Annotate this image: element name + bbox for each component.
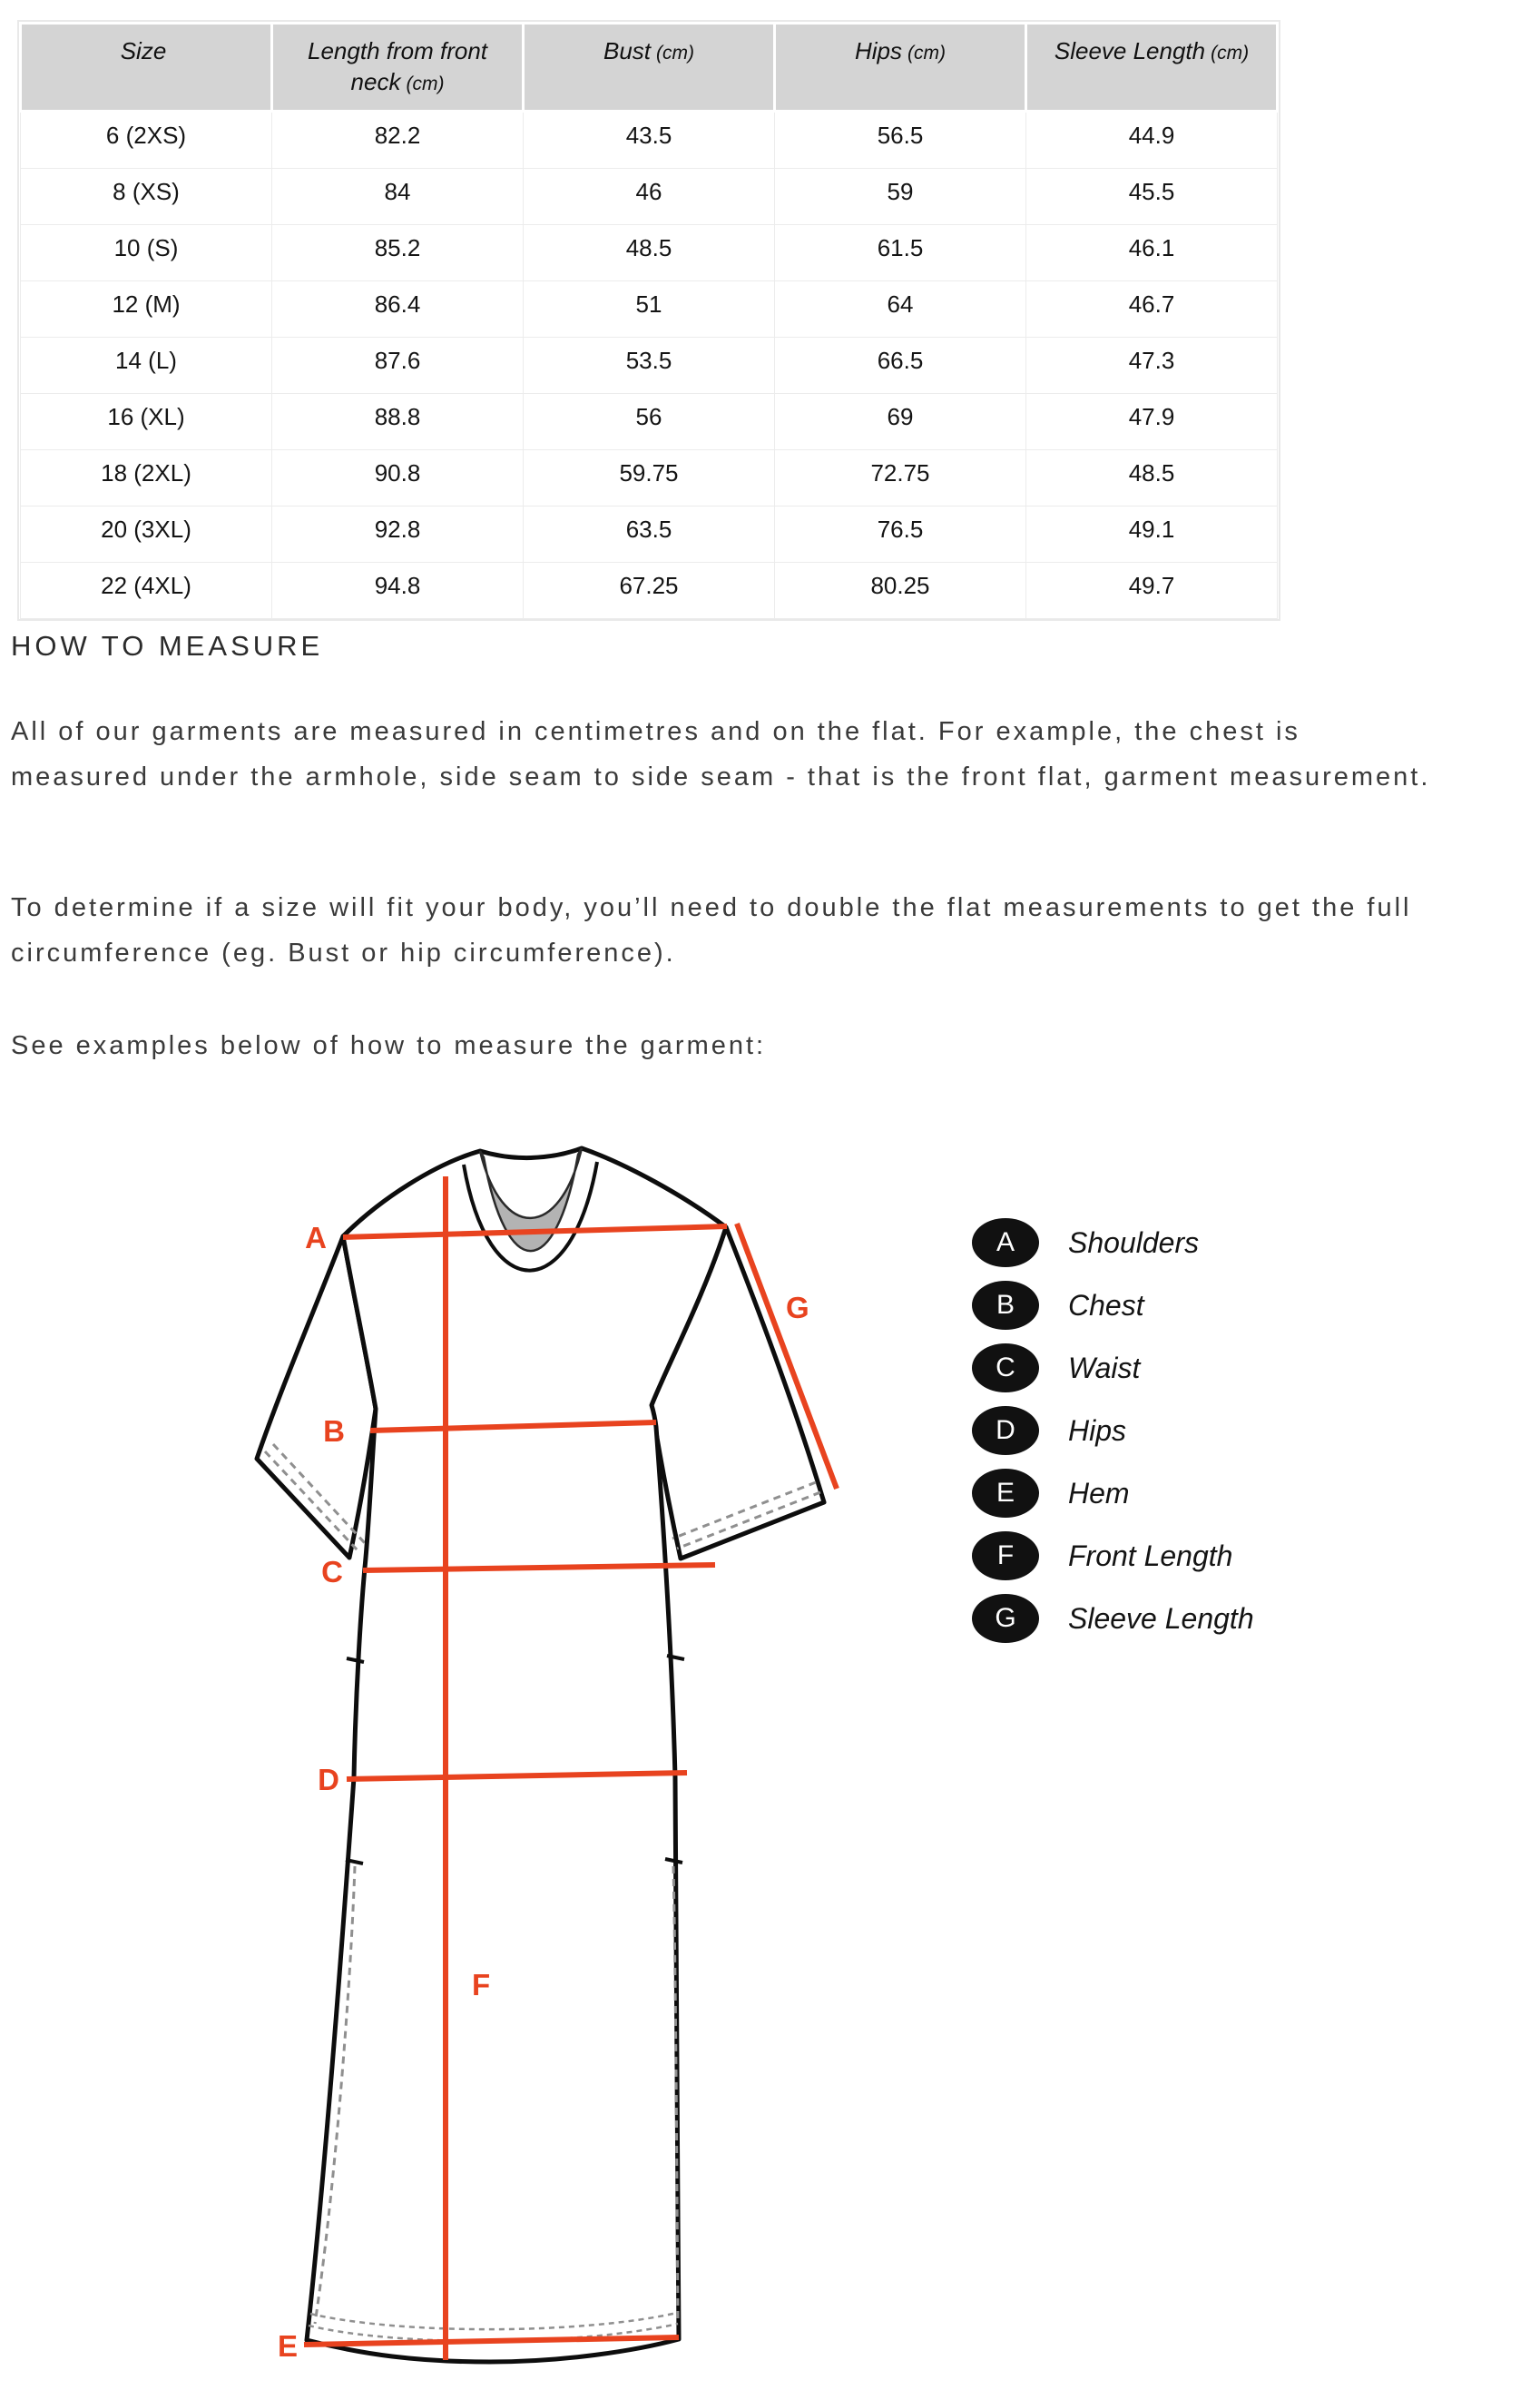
column-header-bust [524, 24, 775, 112]
hips-cell: 61.5 [775, 225, 1026, 281]
legend-item [972, 1281, 1254, 1330]
sleeve-cell: 48.5 [1026, 450, 1278, 507]
length-cell: 86.4 [272, 281, 524, 338]
table-row [21, 563, 1278, 619]
measure-label-B: B [323, 1414, 345, 1448]
size-cell: 14 (L) [21, 338, 272, 394]
column-label: Hips [855, 37, 903, 64]
length-cell: 85.2 [272, 225, 524, 281]
sleeve-cell: 49.7 [1026, 563, 1278, 619]
length-cell: 84 [272, 169, 524, 225]
measure-label-F: F [472, 1968, 491, 2002]
sleeve-cell: 47.3 [1026, 338, 1278, 394]
size-cell: 10 (S) [21, 225, 272, 281]
legend-item-label: Shoulders [1068, 1225, 1200, 1259]
hips-cell: 56.5 [775, 112, 1026, 169]
hips-cell: 66.5 [775, 338, 1026, 394]
hips-cell: 64 [775, 281, 1026, 338]
bust-cell: 56 [524, 394, 775, 450]
column-header-size [21, 24, 272, 112]
column-label: Size [120, 37, 167, 64]
legend-marker: G [972, 1594, 1039, 1643]
column-unit: (cm) [1211, 43, 1250, 64]
column-unit: (cm) [656, 43, 694, 64]
column-header-length [272, 24, 524, 112]
length-cell: 90.8 [272, 450, 524, 507]
sleeve-cell: 46.1 [1026, 225, 1278, 281]
measure-paragraph-3: See examples below of how to measure the garment: [11, 1031, 767, 1060]
legend-marker: C [972, 1343, 1039, 1392]
legend-marker: E [972, 1469, 1039, 1518]
legend-item [972, 1594, 1254, 1643]
sleeve-cell: 44.9 [1026, 112, 1278, 169]
measurement-legend [972, 1218, 1254, 1657]
column-header-sleeve [1026, 24, 1278, 112]
size-cell: 18 (2XL) [21, 450, 272, 507]
sleeve-cell: 47.9 [1026, 394, 1278, 450]
sleeve-cell: 49.1 [1026, 507, 1278, 563]
legend-marker: B [972, 1281, 1039, 1330]
column-label: Sleeve Length [1054, 37, 1206, 64]
legend-marker: D [972, 1406, 1039, 1455]
hips-cell: 72.75 [775, 450, 1026, 507]
hips-cell: 80.25 [775, 563, 1026, 619]
table-row [21, 450, 1278, 507]
legend-item [972, 1531, 1254, 1580]
measure-label-A: A [305, 1221, 327, 1254]
column-label: Length from front neck [308, 37, 487, 95]
legend-item-label: Waist [1068, 1351, 1141, 1384]
sleeve-cell: 45.5 [1026, 169, 1278, 225]
hips-cell: 59 [775, 169, 1026, 225]
length-cell: 94.8 [272, 563, 524, 619]
table-row [21, 112, 1278, 169]
bust-cell: 48.5 [524, 225, 775, 281]
legend-item-label: Hem [1068, 1476, 1130, 1510]
table-row [21, 281, 1278, 338]
bust-cell: 59.75 [524, 450, 775, 507]
legend-item-label: Chest [1068, 1288, 1144, 1322]
header-row [21, 24, 1278, 112]
table-row [21, 394, 1278, 450]
length-cell: 82.2 [272, 112, 524, 169]
size-cell: 22 (4XL) [21, 563, 272, 619]
size-cell: 6 (2XS) [21, 112, 272, 169]
legend-item-label: Front Length [1068, 1539, 1233, 1572]
size-cell: 8 (XS) [21, 169, 272, 225]
hips-cell: 76.5 [775, 507, 1026, 563]
table-row [21, 169, 1278, 225]
garment-measurement-diagram [0, 1126, 907, 2390]
garment-body-outline [307, 1148, 726, 2362]
measure-paragraph-1: All of our garments are measured in centimetres and on the flat. For example, the chest is measured under the armhole, side seam to side seam - that is the front flat, garment measurement. [11, 717, 1431, 792]
size-cell: 16 (XL) [21, 394, 272, 450]
legend-item [972, 1218, 1254, 1267]
measure-label-E: E [277, 2329, 298, 2363]
legend-item-label: Sleeve Length [1068, 1601, 1254, 1635]
bust-cell: 67.25 [524, 563, 775, 619]
size-chart-table [19, 22, 1279, 619]
column-label: Bust [603, 37, 652, 64]
measure-label-D: D [318, 1763, 339, 1796]
column-unit: (cm) [406, 74, 445, 94]
size-cell: 12 (M) [21, 281, 272, 338]
table-row [21, 507, 1278, 563]
legend-item-label: Hips [1068, 1413, 1127, 1447]
size-cell: 20 (3XL) [21, 507, 272, 563]
bust-cell: 43.5 [524, 112, 775, 169]
measure-label-C: C [321, 1555, 343, 1588]
column-header-hips [775, 24, 1026, 112]
legend-marker: F [972, 1531, 1039, 1580]
length-cell: 87.6 [272, 338, 524, 394]
how-to-measure-heading: HOW TO MEASURE [11, 629, 324, 662]
size-chart [17, 20, 1280, 621]
table-row [21, 225, 1278, 281]
legend-item [972, 1343, 1254, 1392]
bust-cell: 46 [524, 169, 775, 225]
measure-paragraph-2: To determine if a size will fit your body, you’ll need to double the flat measurements to get the full circumference (eg. Bust or hip circumference). [11, 893, 1412, 968]
hips-cell: 69 [775, 394, 1026, 450]
bust-cell: 51 [524, 281, 775, 338]
measure-label-G: G [786, 1291, 809, 1324]
bust-cell: 63.5 [524, 507, 775, 563]
length-cell: 88.8 [272, 394, 524, 450]
legend-item [972, 1406, 1254, 1455]
legend-marker: A [972, 1218, 1039, 1267]
bust-cell: 53.5 [524, 338, 775, 394]
table-row [21, 338, 1278, 394]
column-unit: (cm) [907, 43, 946, 64]
legend-item [972, 1469, 1254, 1518]
length-cell: 92.8 [272, 507, 524, 563]
sleeve-cell: 46.7 [1026, 281, 1278, 338]
